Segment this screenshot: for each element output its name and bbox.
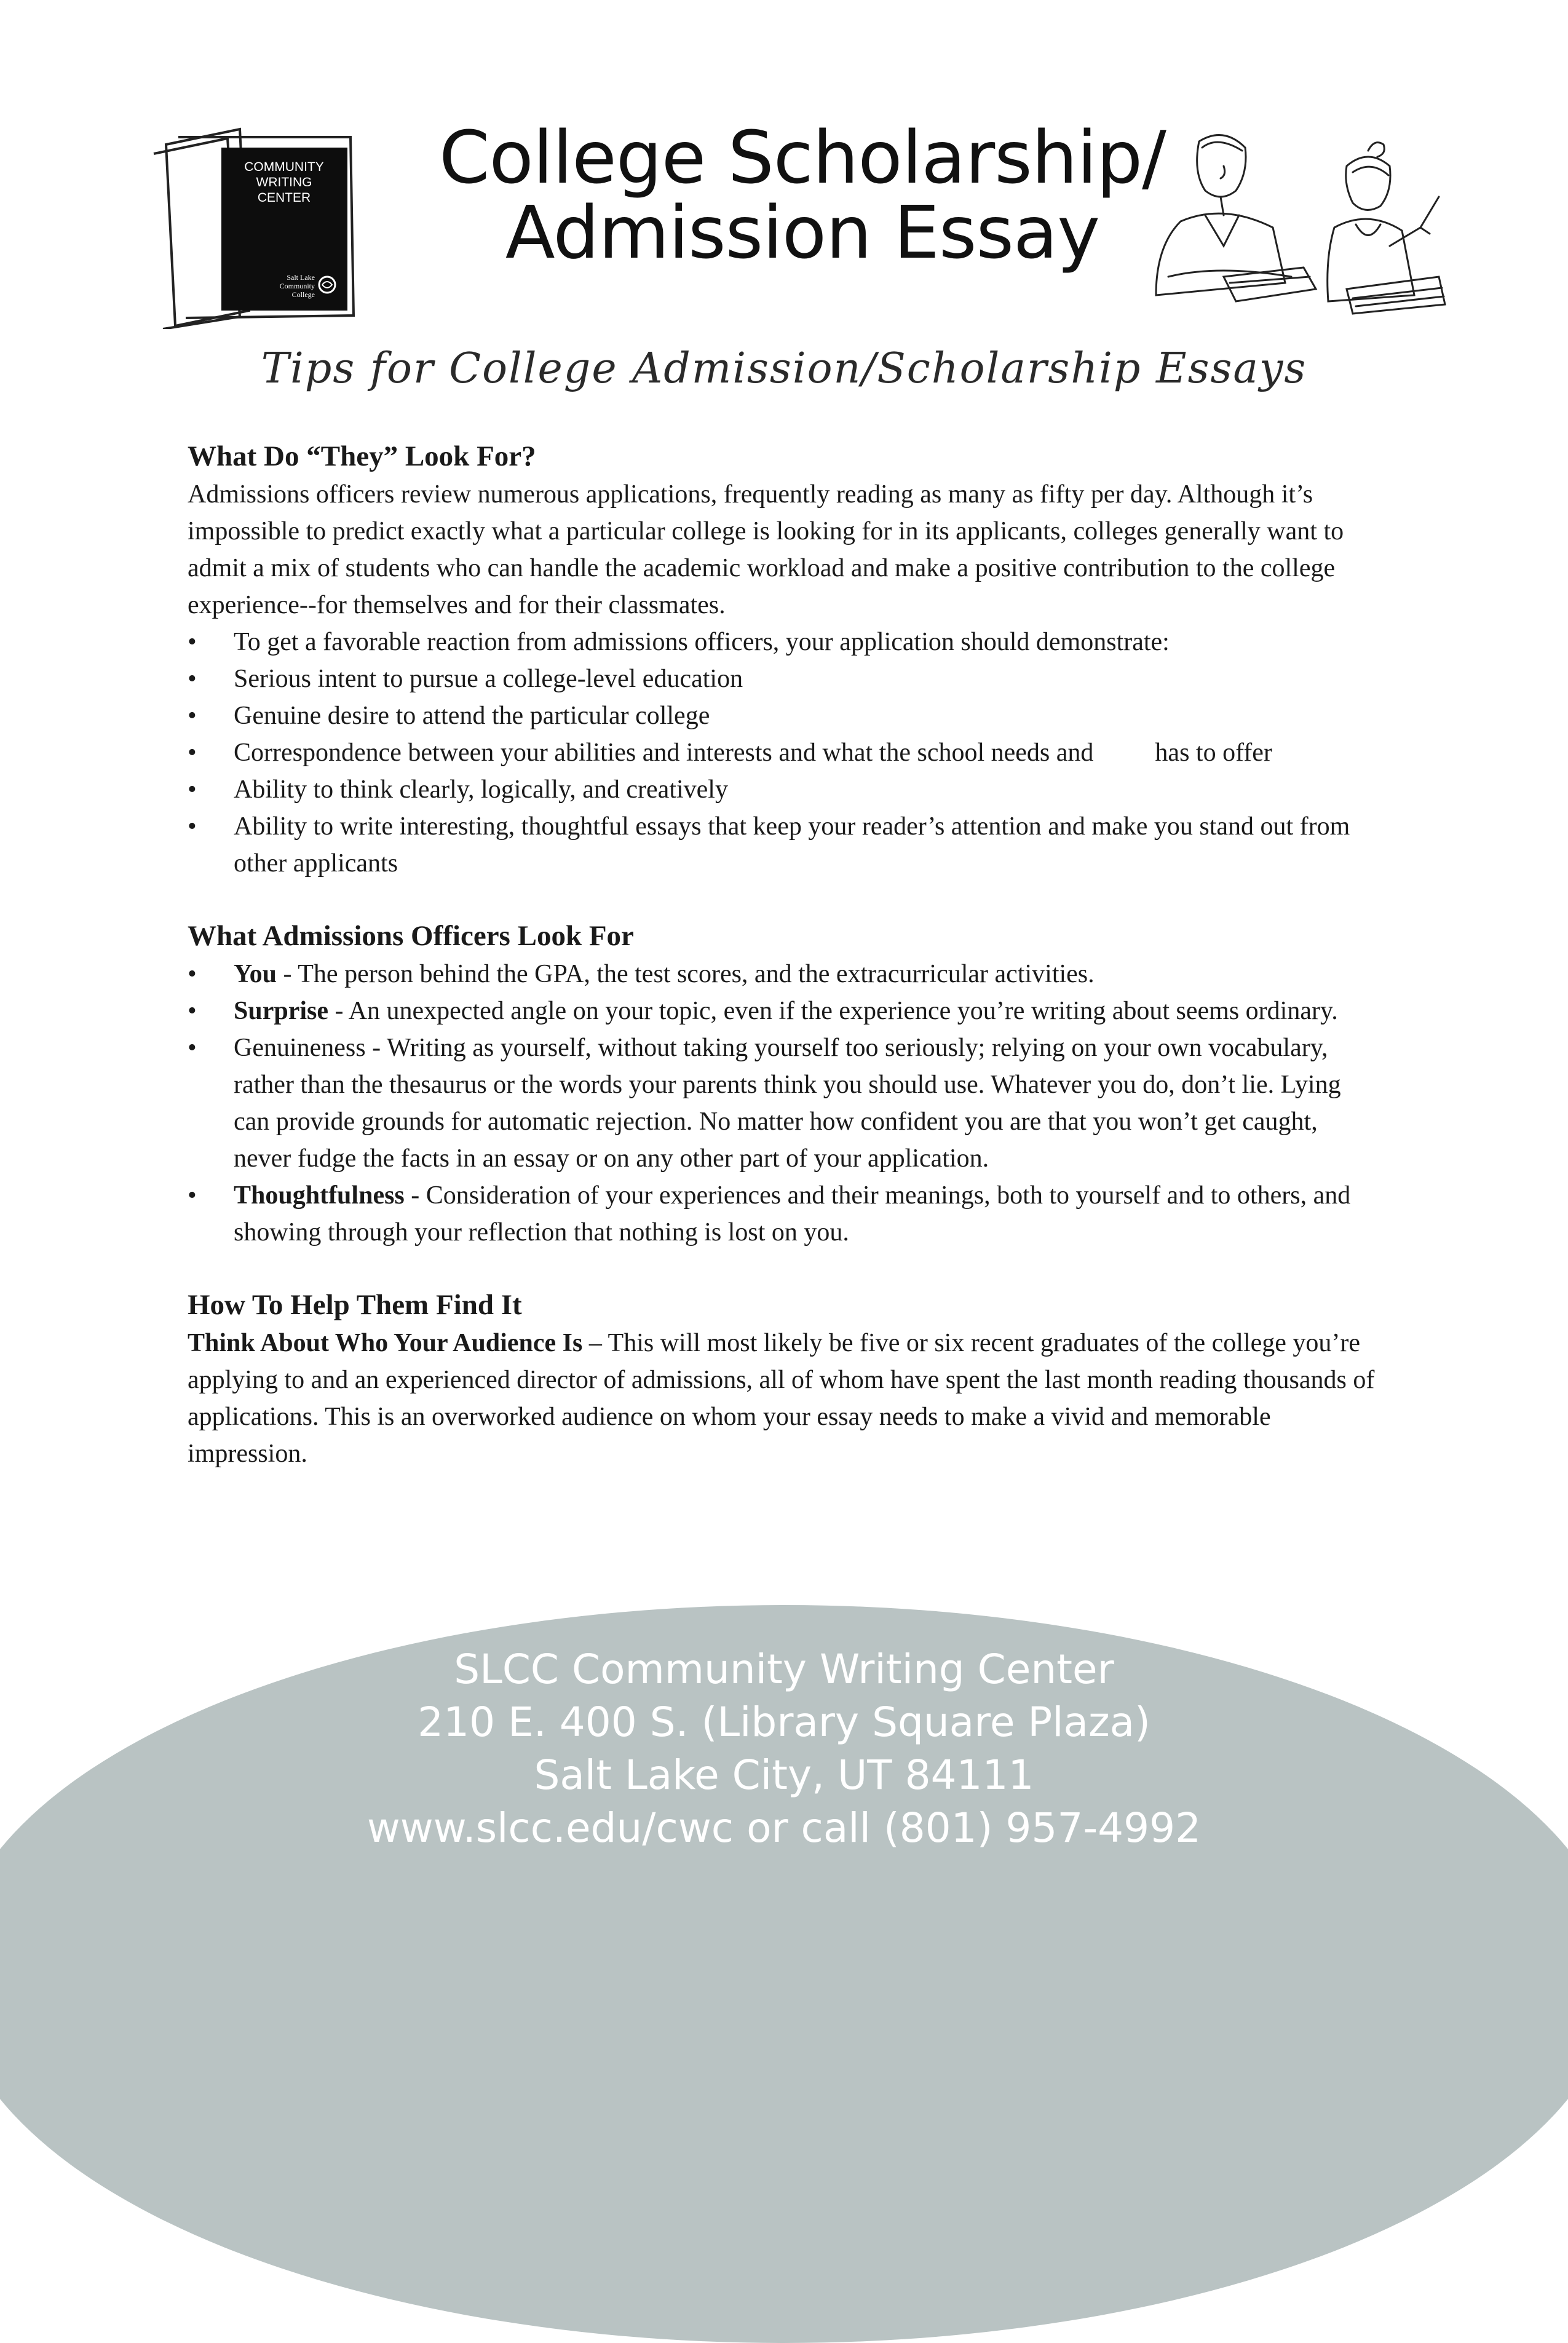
list-item-text: - The person behind the GPA, the test scores, and the extracurricular activities. bbox=[277, 960, 1095, 988]
logo-line-2: WRITING bbox=[256, 175, 312, 189]
paragraph-lead: Think About Who Your Audience Is bbox=[188, 1329, 583, 1357]
bullet-icon: • bbox=[188, 628, 197, 656]
section-heading: What Do “They” Look For? bbox=[188, 440, 536, 472]
list-item-text: Ability to write interesting, thoughtful essays that keep your reader’s attention and make you stand out from other applicants bbox=[234, 812, 1350, 878]
bullet-icon: • bbox=[188, 960, 197, 988]
contact-info bbox=[0, 1643, 1568, 1855]
section-heading: What Admissions Officers Look For bbox=[188, 920, 634, 952]
list-item bbox=[188, 734, 1380, 771]
website-phone: www.slcc.edu/cwc or call (801) 957-4992 bbox=[366, 1804, 1202, 1852]
street-address: 210 E. 400 S. (Library Square Plaza) bbox=[418, 1699, 1150, 1746]
section-admissions-officers bbox=[188, 916, 1380, 1251]
list-item-term: You bbox=[234, 960, 277, 988]
list-item bbox=[188, 771, 1380, 808]
section-help-them-find-it bbox=[188, 1285, 1380, 1472]
title-line-2: Admission Essay bbox=[505, 190, 1100, 275]
paragraph-text: – This will most likely be five or six recent graduates of the college you’re applying to and an experienced director of admissions, all of whom have spent the last month reading thousands of applications. This is an overworked audience on whom your essay needs to make a vivid and memorable impression. bbox=[188, 1329, 1375, 1468]
bullet-icon: • bbox=[188, 775, 197, 804]
list-item-text: Genuineness - Writing as yourself, without taking yourself too seriously; relying on your own vocabulary, rather than the thesaurus or the words your parents think you should use. Whatever you do, don’t lie. Lying can provide grounds for automatic rejection. No matter how confident you are that you won’t get caught, never fudge the facts in an essay or on any other part of your application. bbox=[234, 1034, 1341, 1173]
section-heading: How To Help Them Find It bbox=[188, 1289, 522, 1321]
list-item-text: - An unexpected angle on your topic, even if the experience you’re writing about seems ordinary. bbox=[328, 997, 1338, 1025]
bullet-icon: • bbox=[188, 812, 197, 841]
article-body bbox=[188, 437, 1380, 1507]
list-item-term: Thoughtfulness bbox=[234, 1181, 405, 1210]
bullet-icon: • bbox=[188, 1181, 197, 1210]
bullet-list bbox=[188, 624, 1380, 882]
list-item bbox=[188, 808, 1380, 882]
bullet-icon: • bbox=[188, 665, 197, 693]
list-item bbox=[188, 697, 1380, 734]
section-paragraph bbox=[188, 1325, 1380, 1472]
bullet-icon: • bbox=[188, 1034, 197, 1062]
list-item bbox=[188, 993, 1380, 1029]
section-what-they-look-for bbox=[188, 437, 1380, 882]
list-item-text: Correspondence between your abilities and interests and what the school needs and bbox=[234, 739, 1094, 767]
page-title bbox=[357, 115, 1248, 275]
list-item bbox=[188, 624, 1380, 660]
section-paragraph: Admissions officers review numerous applications, frequently reading as many as fifty per day. Although it’s impossible to predict exactly what a particular college is looking for in its applicants, colleges generally want to admit a mix of students who can handle the academic workload and make a positive contribution to the college experience--for themselves and for their classmates. bbox=[188, 480, 1344, 619]
city-state-zip: Salt Lake City, UT 84111 bbox=[534, 1751, 1034, 1799]
community-writing-center-logo bbox=[148, 126, 375, 329]
list-item bbox=[188, 660, 1380, 697]
list-item bbox=[188, 956, 1380, 993]
bullet-list bbox=[188, 956, 1380, 1251]
bullet-icon: • bbox=[188, 739, 197, 767]
list-item-text: Serious intent to pursue a college-level education bbox=[234, 665, 743, 693]
list-item bbox=[188, 1177, 1380, 1251]
list-item-term: Surprise bbox=[234, 997, 329, 1025]
list-item-text-tail: has to offer bbox=[1155, 739, 1272, 767]
list-item-text: Ability to think clearly, logically, and creatively bbox=[234, 775, 728, 804]
college-line-3: College bbox=[291, 290, 315, 299]
logo-line-1: COMMUNITY bbox=[244, 160, 324, 174]
college-line-1: Salt Lake bbox=[287, 273, 315, 282]
students-studying-illustration bbox=[1131, 123, 1451, 320]
list-item bbox=[188, 1029, 1380, 1177]
page-subtitle: Tips for College Admission/Scholarship Essays bbox=[261, 344, 1307, 393]
center-name: SLCC Community Writing Center bbox=[454, 1646, 1114, 1693]
bullet-icon: • bbox=[188, 997, 197, 1025]
list-item-text: To get a favorable reaction from admissions officers, your application should demonstrate: bbox=[234, 628, 1170, 656]
logo-line-3: CENTER bbox=[257, 191, 311, 205]
title-line-1: College Scholarship/ bbox=[439, 115, 1166, 200]
bullet-icon: • bbox=[188, 702, 197, 730]
list-item-text: - Consideration of your experiences and their meanings, both to yourself and to others, and showing through your reflection that nothing is lost on you. bbox=[234, 1181, 1351, 1247]
college-line-2: Community bbox=[279, 282, 315, 290]
list-item-text: Genuine desire to attend the particular college bbox=[234, 702, 710, 730]
